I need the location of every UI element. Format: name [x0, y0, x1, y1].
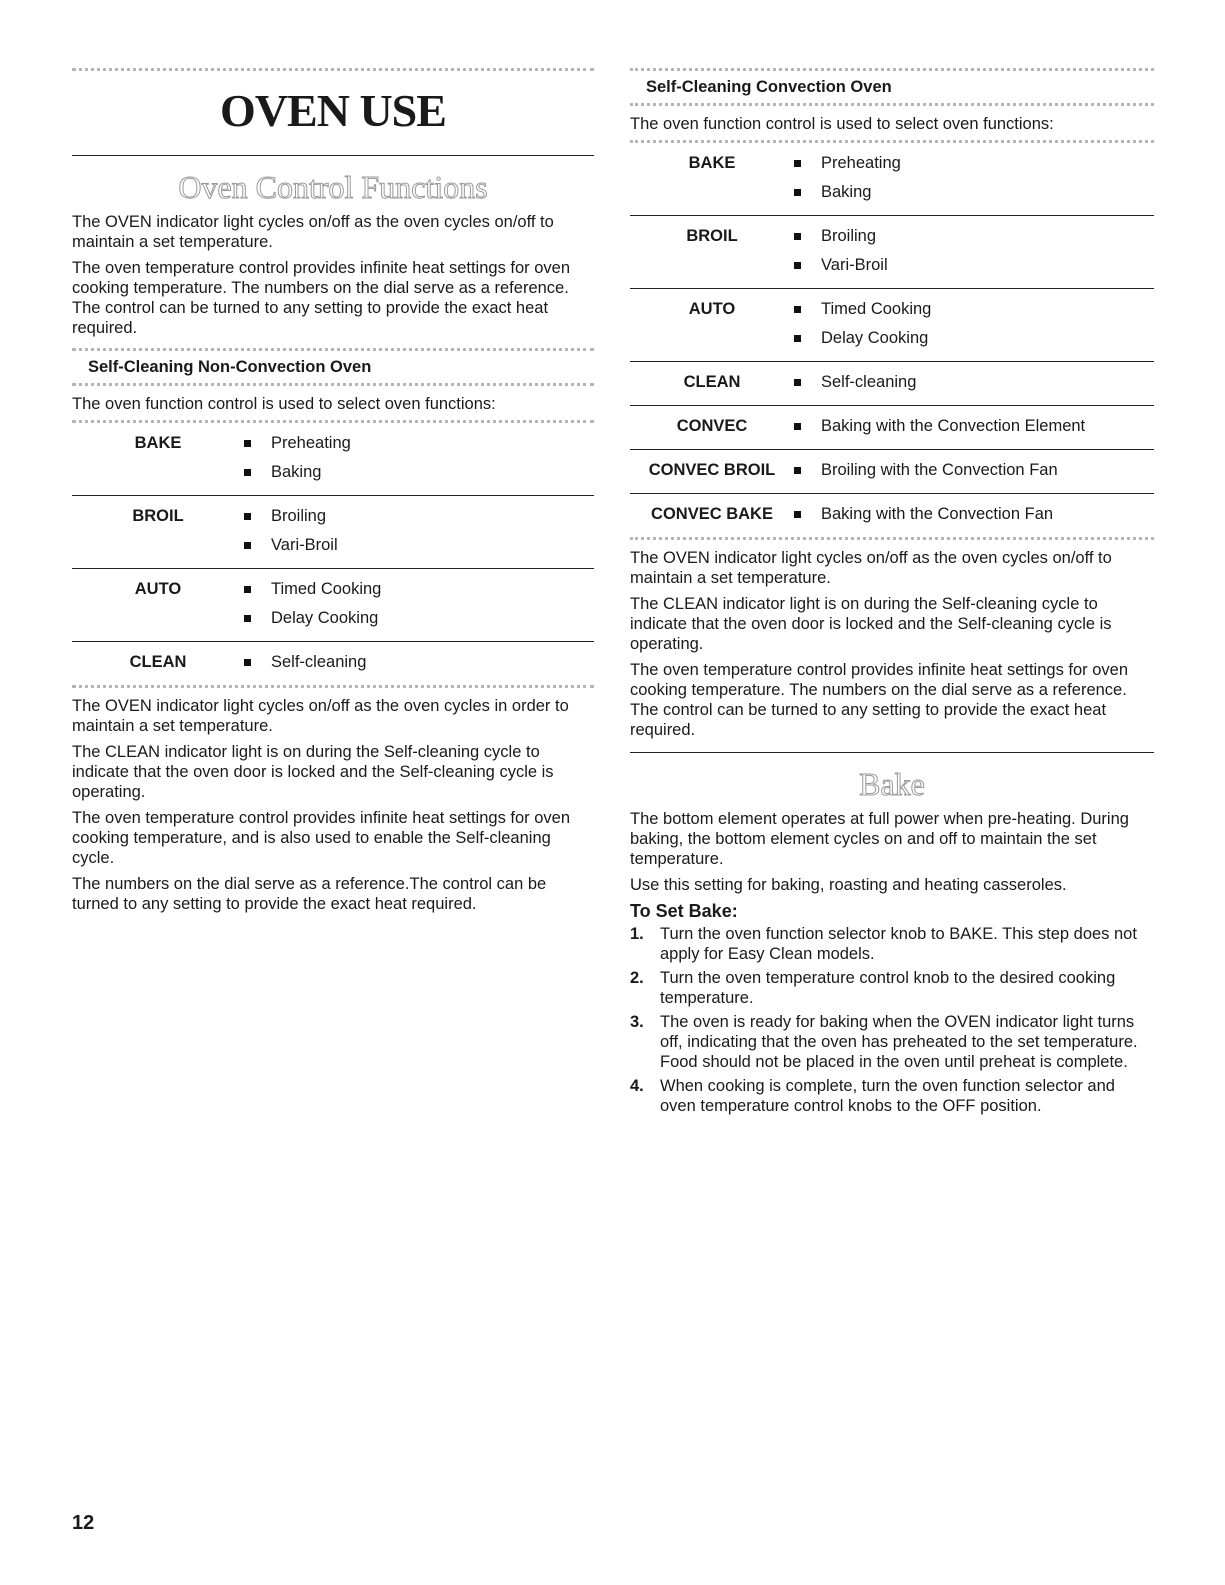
list-item-label: Baking with the Convection Fan — [821, 505, 1054, 523]
table-row — [630, 450, 1154, 494]
list-item-label: Delay Cooking — [271, 609, 379, 627]
function-name: CLEAN — [683, 373, 741, 391]
function-name: CONVEC — [676, 417, 748, 435]
paragraph: The bottom element operates at full power when pre-heating. During baking, the bottom element cycles on and off to maintain the set temperature. — [630, 810, 1129, 868]
list-item — [630, 1012, 1154, 1072]
list-item — [244, 502, 594, 531]
divider — [630, 752, 1154, 753]
bullet-icon — [244, 586, 251, 593]
left-column — [72, 68, 594, 920]
list-item-label: Timed Cooking — [821, 300, 932, 318]
divider — [72, 155, 594, 156]
step-text: The oven is ready for baking when the OVEN indicator light turns off, indicating that the oven has preheated to the set temperature. Food should not be placed in the oven until preheat is complete. — [660, 1013, 1138, 1071]
function-name: CONVEC BAKE — [651, 505, 773, 523]
list-item-label: Preheating — [821, 154, 901, 172]
paragraph: The oven temperature control provides infinite heat settings for oven cooking temperature, and is also used to enable the Self-cleaning cycle. — [72, 809, 571, 867]
function-items — [794, 450, 1154, 494]
list-item — [794, 251, 1154, 280]
table-row — [630, 289, 1154, 362]
bullet-icon — [244, 542, 251, 549]
bullet-icon — [794, 189, 801, 196]
function-table — [630, 143, 1154, 537]
step-text: Turn the oven temperature control knob to the desired cooking temperature. — [660, 969, 1116, 1007]
list-item-label: Delay Cooking — [821, 329, 929, 347]
list-item-label: Preheating — [271, 434, 351, 452]
bullet-icon — [244, 659, 251, 666]
list-item — [244, 429, 594, 458]
list-item — [630, 924, 1154, 964]
list-item-label: Vari-Broil — [271, 536, 338, 554]
function-items — [794, 289, 1154, 362]
paragraph: The OVEN indicator light cycles on/off as the oven cycles in order to maintain a set temperature. — [72, 697, 569, 735]
list-item-label: Baking with the Convection Element — [821, 417, 1086, 435]
list-item-label: Broiling with the Convection Fan — [821, 461, 1058, 479]
divider — [72, 383, 594, 386]
step-text: Turn the oven function selector knob to BAKE. This step does not apply for Easy Clean models. — [660, 925, 1137, 963]
step-text: When cooking is complete, turn the oven function selector and oven temperature control knobs to the OFF position. — [660, 1077, 1115, 1115]
table-row — [630, 362, 1154, 406]
subsection-heading: Self-Cleaning Convection Oven — [646, 78, 892, 96]
list-item — [244, 458, 594, 487]
table-row — [630, 216, 1154, 289]
list-item-label: Baking — [271, 463, 322, 481]
list-item — [244, 531, 594, 560]
steps-title: To Set Bake: — [630, 901, 738, 921]
bullet-icon — [244, 513, 251, 520]
step-number: 3. — [630, 1013, 644, 1031]
function-name: CLEAN — [129, 653, 187, 671]
list-item — [244, 575, 594, 604]
function-items — [794, 216, 1154, 289]
step-number: 1. — [630, 925, 644, 943]
table-row — [630, 143, 1154, 216]
paragraph: The oven function control is used to select oven functions: — [630, 115, 1054, 133]
list-item-label: Self-cleaning — [271, 653, 367, 671]
list-item — [794, 368, 1154, 397]
step-number: 4. — [630, 1077, 644, 1095]
section-heading: Bake — [859, 766, 925, 802]
section-heading: Oven Control Functions — [178, 169, 488, 205]
list-item-label: Broiling — [271, 507, 327, 525]
list-item — [244, 604, 594, 633]
table-row — [630, 494, 1154, 538]
bullet-icon — [794, 511, 801, 518]
bullet-icon — [794, 306, 801, 313]
bullet-icon — [794, 262, 801, 269]
list-item-label: Broiling — [821, 227, 877, 245]
paragraph: The CLEAN indicator light is on during the Self-cleaning cycle to indicate that the oven door is locked and the Self-cleaning cycle is operating. — [630, 595, 1112, 653]
list-item — [794, 324, 1154, 353]
bullet-icon — [794, 467, 801, 474]
bullet-icon — [244, 440, 251, 447]
paragraph: The oven temperature control provides infinite heat settings for oven cooking temperature. The numbers on the dial serve as a reference. The control can be turned to any setting to provide the exact heat required. — [72, 259, 571, 337]
subsection-heading: Self-Cleaning Non-Convection Oven — [88, 358, 372, 376]
paragraph: The CLEAN indicator light is on during the Self-cleaning cycle to indicate that the oven door is locked and the Self-cleaning cycle is operating. — [72, 743, 554, 801]
list-item — [630, 968, 1154, 1008]
divider — [72, 348, 594, 351]
divider — [72, 685, 594, 688]
list-item — [630, 1076, 1154, 1116]
function-items — [244, 569, 594, 642]
divider — [630, 103, 1154, 106]
list-item — [794, 456, 1154, 485]
list-item — [244, 648, 594, 677]
list-item — [794, 295, 1154, 324]
function-name: CONVEC BROIL — [648, 461, 776, 479]
bullet-icon — [794, 160, 801, 167]
table-row — [72, 496, 594, 569]
function-name: AUTO — [688, 300, 736, 318]
bullet-icon — [794, 335, 801, 342]
list-item — [794, 500, 1154, 529]
function-items — [244, 496, 594, 569]
function-name: BROIL — [686, 227, 738, 245]
paragraph: Use this setting for baking, roasting and heating casseroles. — [630, 876, 1067, 894]
divider — [630, 68, 1154, 71]
table-row — [72, 642, 594, 686]
list-item-label: Baking — [821, 183, 872, 201]
bullet-icon — [794, 379, 801, 386]
function-name: BAKE — [134, 434, 182, 452]
function-items — [794, 362, 1154, 406]
function-items — [244, 642, 594, 686]
page-title: OVEN USE — [220, 85, 446, 136]
function-items — [794, 494, 1154, 538]
function-name: BAKE — [688, 154, 736, 172]
list-item-label: Self-cleaning — [821, 373, 917, 391]
right-column — [630, 68, 1154, 1120]
divider — [72, 68, 594, 71]
function-name: AUTO — [134, 580, 182, 598]
table-row — [72, 423, 594, 496]
paragraph: The OVEN indicator light cycles on/off as the oven cycles on/off to maintain a set temperature. — [72, 213, 554, 251]
list-item — [794, 222, 1154, 251]
list-item — [794, 178, 1154, 207]
list-item-label: Timed Cooking — [271, 580, 382, 598]
function-table — [72, 423, 594, 685]
bullet-icon — [244, 469, 251, 476]
list-item — [794, 149, 1154, 178]
divider — [630, 537, 1154, 540]
table-row — [630, 406, 1154, 450]
function-items — [794, 143, 1154, 216]
bullet-icon — [794, 233, 801, 240]
steps-list — [630, 924, 1154, 1116]
step-number: 2. — [630, 969, 644, 987]
function-name: BROIL — [132, 507, 184, 525]
function-items — [794, 406, 1154, 450]
paragraph: The oven function control is used to select oven functions: — [72, 395, 496, 413]
list-item-label: Vari-Broil — [821, 256, 888, 274]
bullet-icon — [244, 615, 251, 622]
list-item — [794, 412, 1154, 441]
bullet-icon — [794, 423, 801, 430]
function-items — [244, 423, 594, 496]
paragraph: The numbers on the dial serve as a reference.The control can be turned to any setting to provide the exact heat required. — [72, 875, 547, 913]
page-number: 12 — [72, 1512, 95, 1534]
table-row — [72, 569, 594, 642]
paragraph: The OVEN indicator light cycles on/off as the oven cycles on/off to maintain a set temperature. — [630, 549, 1112, 587]
paragraph: The oven temperature control provides infinite heat settings for oven cooking temperature. The numbers on the dial serve as a reference. The control can be turned to any setting to provide the exact heat required. — [630, 661, 1129, 739]
